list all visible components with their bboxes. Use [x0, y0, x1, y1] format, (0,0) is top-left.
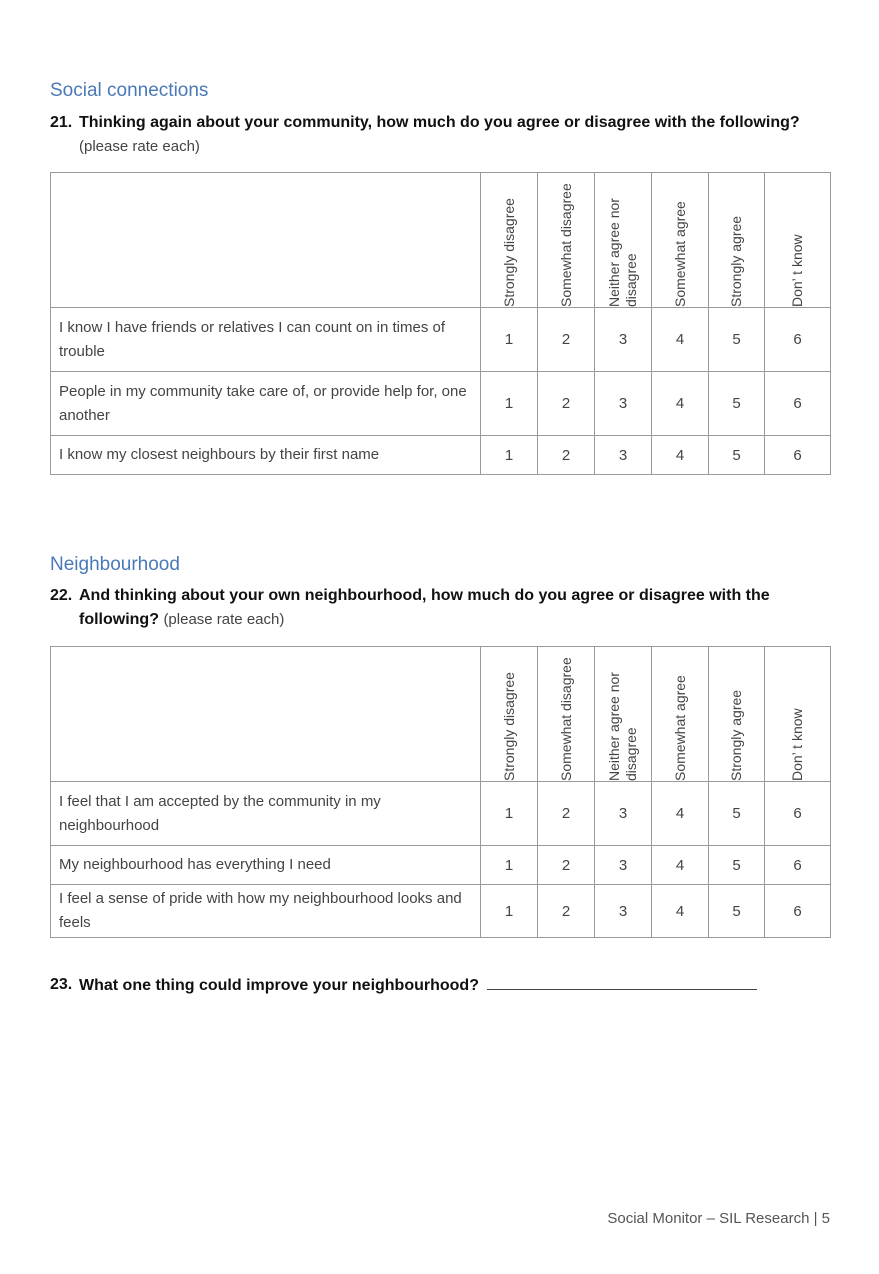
- rating-option[interactable]: 1: [481, 846, 538, 885]
- rating-option[interactable]: 4: [652, 782, 709, 846]
- rating-option[interactable]: 6: [765, 846, 831, 885]
- table-row: [51, 782, 831, 846]
- row-statement: I know I have friends or relatives I can count on in times of trouble: [51, 308, 481, 372]
- table-row: [51, 308, 831, 372]
- column-header: Strongly agree: [709, 173, 765, 308]
- question-note: (please rate each): [79, 138, 200, 155]
- question-text: Thinking again about your community, how much do you agree or disagree with the following?: [79, 114, 800, 131]
- rating-option[interactable]: 1: [481, 782, 538, 846]
- rating-option[interactable]: 6: [765, 782, 831, 846]
- question-21: [50, 111, 810, 159]
- rating-option[interactable]: 2: [538, 782, 595, 846]
- table-row: [51, 846, 831, 885]
- column-header: Somewhat disagree: [538, 647, 595, 782]
- table-row: [51, 436, 831, 475]
- table-header-row: [51, 173, 831, 308]
- rating-option[interactable]: 1: [481, 308, 538, 372]
- rating-option[interactable]: 6: [765, 372, 831, 436]
- rating-option[interactable]: 5: [709, 885, 765, 938]
- header-blank-cell: [51, 173, 481, 308]
- rating-option[interactable]: 4: [652, 885, 709, 938]
- section-title-social-connections: Social connections: [50, 80, 209, 101]
- question-22: [50, 584, 810, 632]
- table-row: [51, 372, 831, 436]
- rating-option[interactable]: 5: [709, 308, 765, 372]
- rating-option[interactable]: 3: [595, 436, 652, 475]
- rating-option[interactable]: 2: [538, 885, 595, 938]
- row-statement: My neighbourhood has everything I need: [51, 846, 481, 885]
- rating-option[interactable]: 4: [652, 846, 709, 885]
- rating-table-22: [50, 646, 831, 938]
- rating-option[interactable]: 6: [765, 885, 831, 938]
- column-header: Neither agree nor disagree: [595, 647, 652, 782]
- rating-option[interactable]: 4: [652, 436, 709, 475]
- row-statement: People in my community take care of, or provide help for, one another: [51, 372, 481, 436]
- column-header: Strongly disagree: [481, 647, 538, 782]
- rating-option[interactable]: 2: [538, 372, 595, 436]
- rating-option[interactable]: 2: [538, 846, 595, 885]
- rating-option[interactable]: 6: [765, 308, 831, 372]
- column-header: Somewhat agree: [652, 173, 709, 308]
- column-header: Strongly agree: [709, 647, 765, 782]
- rating-option[interactable]: 1: [481, 372, 538, 436]
- column-header: Strongly disagree: [481, 173, 538, 308]
- answer-blank-line[interactable]: [487, 973, 757, 990]
- column-header: Don’ t know: [765, 173, 831, 308]
- rating-option[interactable]: 2: [538, 436, 595, 475]
- rating-option[interactable]: 3: [595, 372, 652, 436]
- rating-option[interactable]: 1: [481, 885, 538, 938]
- rating-option[interactable]: 5: [709, 436, 765, 475]
- rating-option[interactable]: 3: [595, 885, 652, 938]
- header-blank-cell: [51, 647, 481, 782]
- rating-option[interactable]: 3: [595, 782, 652, 846]
- row-statement: I know my closest neighbours by their first name: [51, 436, 481, 475]
- rating-option[interactable]: 4: [652, 372, 709, 436]
- row-statement: I feel a sense of pride with how my neighbourhood looks and feels: [51, 885, 481, 938]
- column-header: Don’ t know: [765, 647, 831, 782]
- page-footer: Social Monitor – SIL Research | 5: [607, 1210, 830, 1227]
- section-title-neighbourhood: Neighbourhood: [50, 554, 180, 575]
- rating-option[interactable]: 2: [538, 308, 595, 372]
- rating-option[interactable]: 5: [709, 846, 765, 885]
- question-number: 22.: [50, 587, 73, 604]
- question-text: What one thing could improve your neighbourhood?: [79, 977, 479, 994]
- rating-option[interactable]: 5: [709, 372, 765, 436]
- rating-option[interactable]: 3: [595, 308, 652, 372]
- column-header: Neither agree nor disagree: [595, 173, 652, 308]
- question-text: And thinking about your own neighbourhood, how much do you agree or disagree with the following?: [79, 587, 770, 628]
- table-header-row: [51, 647, 831, 782]
- rating-option[interactable]: 4: [652, 308, 709, 372]
- question-number: 21.: [50, 114, 73, 131]
- rating-option[interactable]: 6: [765, 436, 831, 475]
- question-note: (please rate each): [163, 611, 285, 628]
- rating-option[interactable]: 5: [709, 782, 765, 846]
- table-row: [51, 885, 831, 938]
- column-header: Somewhat agree: [652, 647, 709, 782]
- question-23: [50, 973, 810, 998]
- row-statement: I feel that I am accepted by the community in my neighbourhood: [51, 782, 481, 846]
- rating-option[interactable]: 1: [481, 436, 538, 475]
- rating-option[interactable]: 3: [595, 846, 652, 885]
- column-header: Somewhat disagree: [538, 173, 595, 308]
- rating-table-21: [50, 172, 831, 475]
- question-number: 23.: [50, 976, 73, 993]
